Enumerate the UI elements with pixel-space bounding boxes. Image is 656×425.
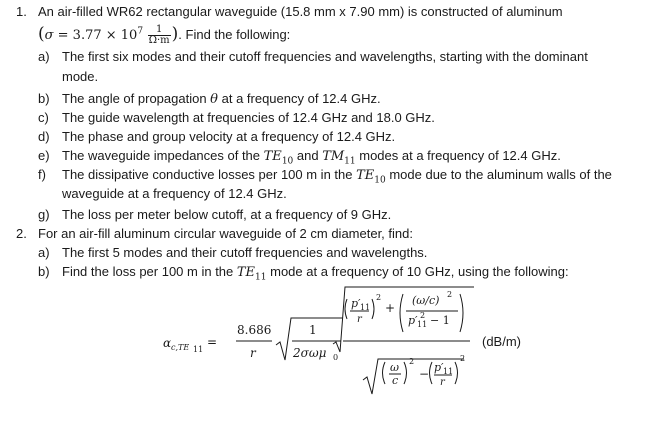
coef-numerator: 8.686 <box>237 323 272 337</box>
units-label: (dB/m) <box>482 334 521 349</box>
p2-b-text-pre: Find the loss per 100 m in the <box>62 264 237 279</box>
mu-subscript: 0 <box>333 353 339 362</box>
sigma-close-paren: ) <box>171 23 179 44</box>
plus-sign: + <box>385 301 396 315</box>
p1-g-label: g) <box>38 207 50 222</box>
theta-symbol: θ <box>210 92 218 107</box>
paren-right-4 <box>455 362 458 384</box>
p1-e-text-pre: The waveguide impedances of the <box>62 148 264 163</box>
problem-1-number: 1. <box>16 4 27 19</box>
find-following: . Find the following: <box>178 26 291 42</box>
paren-right-3 <box>404 362 407 384</box>
tm-symbol: TM <box>322 149 345 164</box>
p1-c-label: c) <box>38 110 49 125</box>
exponent-2: 2 <box>409 357 415 366</box>
exponent-2: 2 <box>420 311 426 320</box>
p1-c-text: The guide wavelength at frequencies of 12.4 GHz and 18.0 GHz. <box>62 110 435 125</box>
minus-one: − 1 <box>430 314 450 327</box>
p1-e-label: e) <box>38 148 50 163</box>
minus-sign: − <box>419 367 430 381</box>
p1-f-label: f) <box>38 167 46 182</box>
p1-e-text-post: modes at a frequency of 12.4 GHz. <box>355 148 561 163</box>
sigma-open-paren: ( <box>38 23 45 44</box>
p1-f-text-cont: waveguide at a frequency of 12.4 GHz. <box>62 186 287 201</box>
p11-subscript: 11 <box>443 367 454 376</box>
te-subscript: 11 <box>255 272 267 283</box>
p2-a-text: The first 5 modes and their cutoff frequencies and wavelengths. <box>62 245 428 260</box>
alpha-subscript-index: 11 <box>193 345 204 354</box>
p11-symbol: p′ <box>351 297 361 310</box>
p1-a-label: a) <box>38 49 50 64</box>
p2-b-text-post: mode at a frequency of 10 GHz, using the following: <box>266 264 569 279</box>
c-symbol: c <box>392 374 399 387</box>
sigma-unit-numerator: 1 <box>148 25 171 36</box>
paren-left-4 <box>430 362 433 384</box>
exponent-2: 2 <box>447 290 453 299</box>
exponent-2: 2 <box>376 293 382 302</box>
inner-denominator: 2σωμ <box>293 346 327 360</box>
te-subscript: 10 <box>281 156 294 167</box>
problem-1-intro: An air-filled WR62 rectangular waveguide (15.8 mm x 7.90 mm) is constructed of aluminum <box>38 4 563 19</box>
paren-left-1 <box>345 299 347 319</box>
te-symbol: TE <box>263 149 282 164</box>
p11-subscript: 11 <box>360 303 371 312</box>
inner-numerator: 1 <box>309 323 317 337</box>
sigma-unit-denominator: Ω·m <box>148 35 170 46</box>
te-subscript: 10 <box>374 175 386 186</box>
te-symbol: TE <box>356 168 375 183</box>
tm-subscript: 11 <box>344 156 356 167</box>
p1-d-text: The phase and group velocity at a frequency of 12.4 GHz. <box>62 129 396 144</box>
omega-over-c: (ω/c) <box>412 294 440 307</box>
p1-f-text-post: mode due to the aluminum walls of the <box>385 167 612 182</box>
alpha-symbol: α <box>163 336 172 350</box>
exponent-2: 2 <box>460 354 466 363</box>
p1-b-text-pre: The angle of propagation <box>62 91 211 106</box>
paren-left-3 <box>383 362 386 384</box>
sigma-value: = 3.77 × 10 <box>53 27 138 43</box>
p1-f-text-pre: The dissipative conductive losses per 100 m in the <box>62 167 357 182</box>
problem-2-number: 2. <box>16 226 27 241</box>
coef-denominator: r <box>250 346 256 360</box>
paren-right-2 <box>460 294 463 332</box>
p2-a-label: a) <box>38 245 50 260</box>
p1-d-label: d) <box>38 129 50 144</box>
problem-2-intro: For an air-fill aluminum circular waveguide of 2 cm diameter, find: <box>38 226 413 241</box>
p11-symbol: p′ <box>408 314 418 327</box>
equals-sign: = <box>207 335 218 349</box>
paren-right-1 <box>372 299 374 319</box>
p1-g-text: The loss per meter below cutoff, at a frequency of 9 GHz. <box>62 207 392 222</box>
alpha-subscript: c,TE <box>171 343 190 352</box>
p11-symbol: p′ <box>434 361 444 374</box>
p11-subscript: 11 <box>417 320 428 329</box>
r-symbol: r <box>357 314 362 325</box>
r-symbol: r <box>440 377 445 388</box>
sigma-symbol: σ <box>44 27 54 43</box>
p1-a-text: The first six modes and their cutoff frequencies and wavelengths, starting with the dominant <box>62 49 588 64</box>
p2-b-label: b) <box>38 264 50 279</box>
te-symbol: TE <box>236 265 256 280</box>
paren-left-2 <box>400 294 403 332</box>
sigma-exponent: 7 <box>137 26 144 37</box>
p1-b-text-post: at a frequency of 12.4 GHz. <box>218 91 381 106</box>
p1-b-label: b) <box>38 91 50 106</box>
p1-e-and: and <box>293 148 323 163</box>
p1-a-text-cont: mode. <box>62 69 99 84</box>
omega-symbol: ω <box>390 361 399 374</box>
